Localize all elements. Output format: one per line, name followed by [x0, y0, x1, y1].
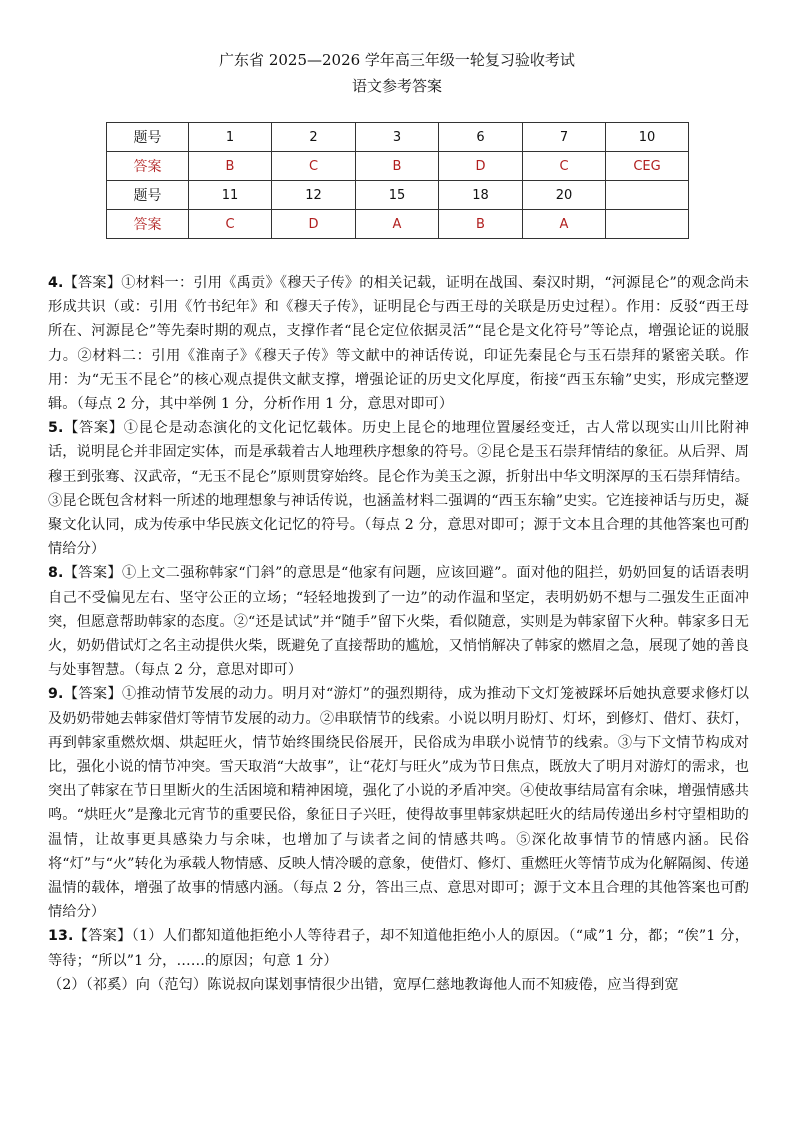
answer-explanations [48, 271, 749, 997]
answer-text: （2）（祁奚）向（范匄）陈说叔向谋划事情很少出错，宽厚仁慈地教诲他人而不知疲倦，应当得到宽 [48, 976, 679, 993]
table-cell: 11 [189, 181, 272, 210]
document-title: 广东省 2025—2026 学年高三年级一轮复习验收考试 [219, 51, 575, 69]
table-row-answers-2 [107, 210, 689, 239]
question-number: 9. [48, 686, 64, 703]
table-cell-label: 题号 [107, 123, 189, 152]
table-cell: 3 [356, 123, 439, 152]
table-cell: 10 [606, 123, 689, 152]
table-cell [606, 210, 689, 239]
answer-text: 【答案】①材料一：引用《禹贡》《穆天子传》的相关记载，证明在战国、秦汉时期，“河源昆仑”的观念尚未形成共识（或：引用《竹书纪年》和《穆天子传》，证明昆仑与西王母的关联是历史过程）。作用：反驳“西王母所在、河源昆仑”等先秦时期的观点，支撑作者“昆仑定位依据灵活”“昆仑是文化符号”等论点，增强论证的说服力。②材料二：引用《淮南子》《穆天子传》等文献中的神话传说，印证先秦昆仑与玉石崇拜的紧密关联。作用：为“无玉不昆仑”的核心观点提供文献支撑，增强论证的历史文化厚度，衔接“西玉东输”史实，形成完整逻辑。（每点 2 分，其中举例 1 分，分析作用 1 分，意思对即可） [48, 275, 749, 413]
answer-paragraph-q9 [48, 682, 749, 924]
table-cell-label: 答案 [107, 210, 189, 239]
table-cell: 12 [272, 181, 356, 210]
answer-text: 【答案】①昆仑是动态演化的文化记忆载体。历史上昆仑的地理位置屡经变迁，古人常以现实山川比附神话，说明昆仑并非固定实体，而是承载着古人地理秩序想象的符号。②昆仑是玉石崇拜情结的象征。从后羿、周穆王到张骞、汉武帝，“无玉不昆仑”原则贯穿始终。昆仑作为美玉之源，折射出中华文明深厚的玉石崇拜情结。③昆仑既包含材料一所述的地理想象与神话传说，也涵盖材料二强调的“西玉东输”史实。它连接神话与历史，凝聚文化认同，成为传承中华民族文化记忆的符号。（每点 2 分，意思对即可；源于文本且合理的其他答案也可酌情给分） [48, 420, 749, 558]
answer-paragraph-q13 [48, 924, 749, 972]
table-cell: 7 [523, 123, 606, 152]
answer-paragraph-q13-part2 [48, 973, 749, 997]
table-cell [606, 181, 689, 210]
question-number: 5. [48, 420, 64, 437]
answer-text: 【答案】①上文二强称韩家“门斜”的意思是“他家有问题，应该回避”。面对他的阻拦，奶奶回复的话语表明自己不受偏见左右、坚守公正的立场；“轻轻地拨到了一边”的动作温和坚定，表明奶奶不想与二强发生正面冲突，但愿意帮助韩家的态度。②“还是试试”并“随手”留下火柴，看似随意，实则是为韩家留下火种。韩家多日无火，奶奶借试灯之名主动提供火柴，既避免了直接帮助的尴尬，又悄悄解决了韩家的燃眉之急，展现了她的善良与处事智慧。（每点 2 分，意思对即可） [48, 565, 749, 679]
table-cell: D [439, 152, 523, 181]
table-cell: C [523, 152, 606, 181]
table-cell: A [356, 210, 439, 239]
table-cell-label: 答案 [107, 152, 189, 181]
answer-paragraph-q4 [48, 271, 749, 416]
table-cell: C [189, 210, 272, 239]
table-cell: B [356, 152, 439, 181]
table-cell: 15 [356, 181, 439, 210]
table-cell: CEG [606, 152, 689, 181]
table-cell: 18 [439, 181, 523, 210]
table-cell: B [439, 210, 523, 239]
table-cell-label: 题号 [107, 181, 189, 210]
answer-paragraph-q5 [48, 416, 749, 561]
table-cell: D [272, 210, 356, 239]
answer-paragraph-q8 [48, 561, 749, 682]
table-row-answers-1 [107, 152, 689, 181]
table-cell: C [272, 152, 356, 181]
question-number: 8. [48, 565, 64, 582]
answer-text: 【答案】①推动情节发展的动力。明月对“游灯”的强烈期待，成为推动下文灯笼被踩坏后她执意要求修灯以及奶奶带她去韩家借灯等情节发展的动力。②串联情节的线索。小说以明月盼灯、灯坏，到修灯、借灯、获灯，再到韩家重燃炊烟、烘起旺火，情节始终围绕民俗展开，民俗成为串联小说情节的线索。③与下文情节构成对比，强化小说的情节冲突。雪天取消“大故事”，让“花灯与旺火”成为节日焦点，既放大了明月对游灯的需求，也突出了韩家在节日里断火的生活困境和精神困境，强化了小说的矛盾冲突。④使故事结局富有余味，增强情感共鸣。“烘旺火”是豫北元宵节的重要民俗，象征日子兴旺，使得故事里韩家烘起旺火的结局传递出乡村守望相助的温情，让故事更具感染力与余味，也增加了与读者之间的情感共鸣。⑤深化故事情节的情感内涵。民俗将“灯”与“火”转化为承载人物情感、反映人情冷暖的意象，使借灯、修灯、重燃旺火等情节成为化解隔阂、传递温情的载体，增强了故事的情感内涵。（每点 2 分，答出三点、意思对即可；源于文本且合理的其他答案也可酌情给分） [48, 686, 749, 921]
table-row-question-numbers-2 [107, 181, 689, 210]
table-cell: 1 [189, 123, 272, 152]
table-cell: A [523, 210, 606, 239]
question-number: 4. [48, 275, 64, 291]
question-number: 13. [48, 928, 74, 945]
table-cell: 20 [523, 181, 606, 210]
table-cell: 6 [439, 123, 523, 152]
table-cell: B [189, 152, 272, 181]
answer-table [106, 122, 689, 239]
answer-text: 【答案】（1）人们都知道他拒绝小人等待君子，却不知道他拒绝小人的原因。（“咸”1 分，都；“俟”1 分，等待；“所以”1 分，……的原因；句意 1 分） [48, 928, 749, 969]
table-cell: 2 [272, 123, 356, 152]
document-subtitle: 语文参考答案 [351, 77, 442, 95]
table-row-question-numbers-1 [107, 123, 689, 152]
